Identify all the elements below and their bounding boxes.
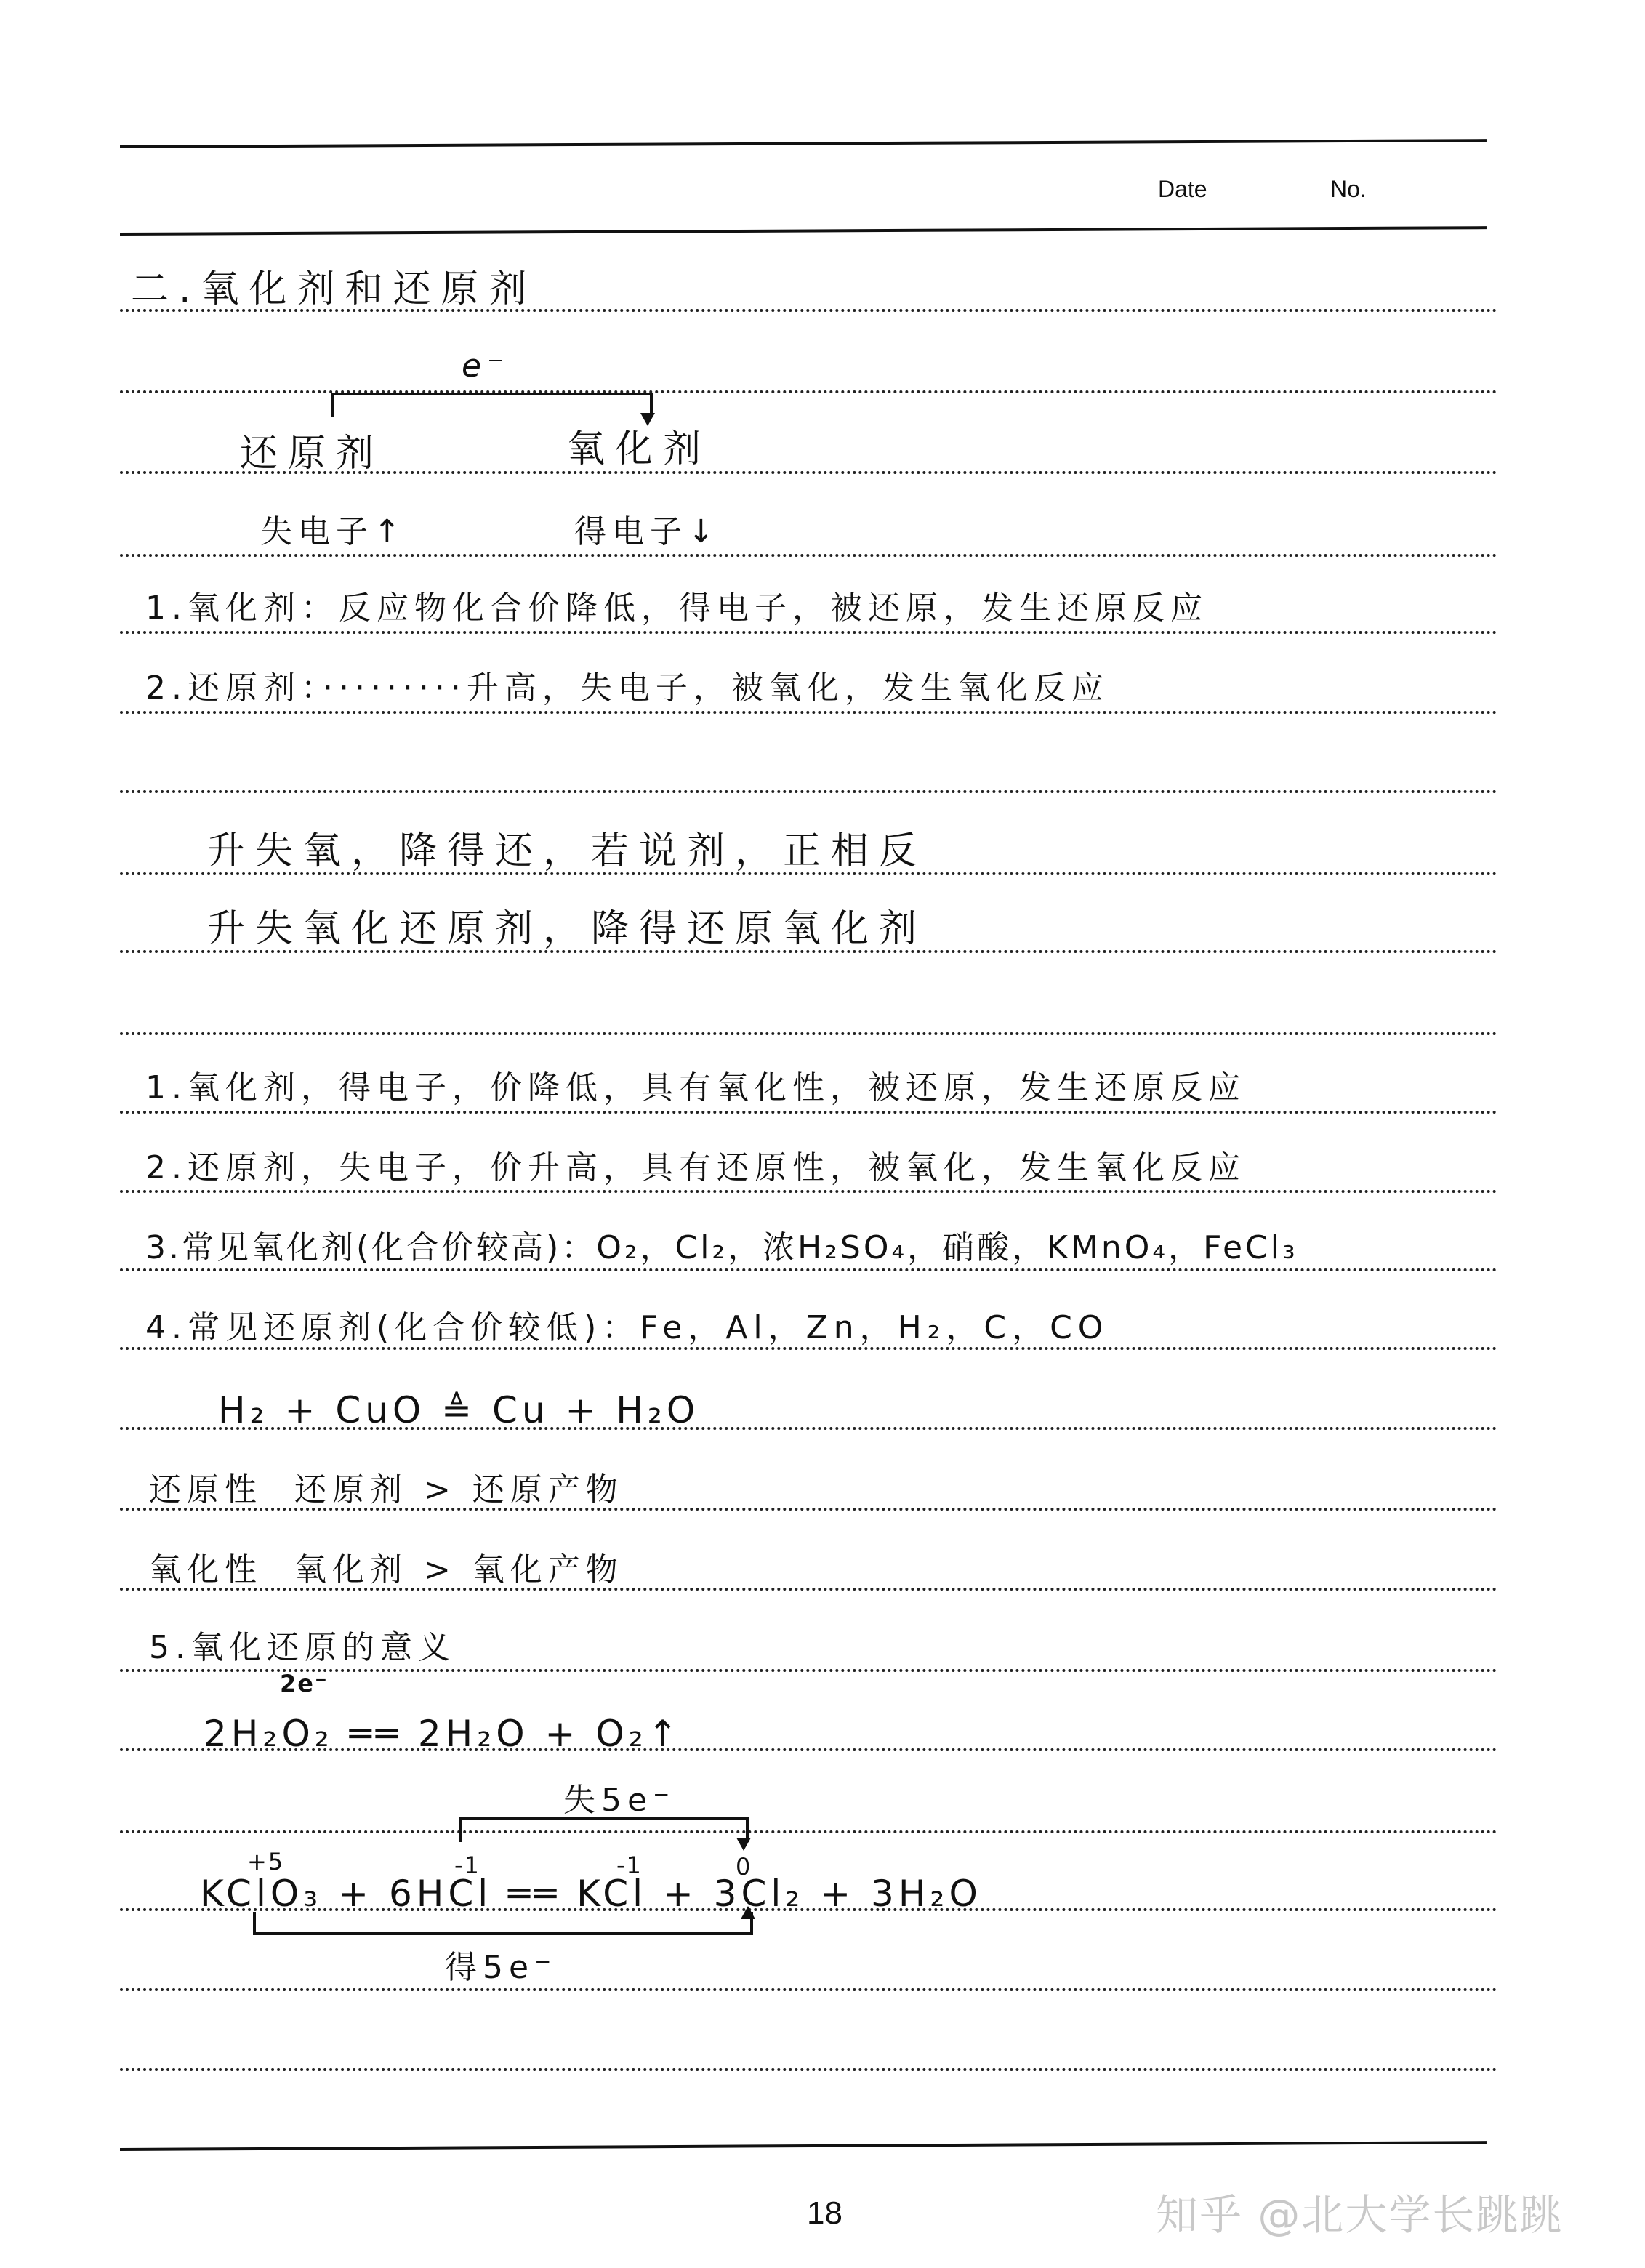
gain-electron-bracket (253, 1912, 753, 1935)
ruled-line (120, 1032, 1497, 1035)
ruled-line (120, 1830, 1497, 1833)
arrow-down-icon (736, 1838, 751, 1851)
comparison-reducibility: 还原性 还原剂 > 还原产物 (149, 1471, 624, 1508)
electron-transfer-2e-label: 2e⁻ (280, 1670, 329, 1697)
mnemonic-1: 升失氧，降得还，若说剂，正相反 (207, 829, 928, 873)
oxidation-state-hcl: -1 (454, 1851, 480, 1879)
ruled-line (120, 1111, 1497, 1114)
summary-item-4: 4.常见还原剂(化合价较低)：Fe，Al，Zn，H₂，C，CO (145, 1309, 1109, 1346)
oxidizing-agent-label: 氧化剂 (567, 427, 712, 471)
page-number: 18 (807, 2195, 842, 2231)
lose-electron-label: 失电子↑ (260, 513, 406, 550)
ruled-line (120, 711, 1497, 714)
summary-item-1: 1.氧化剂，得电子，价降低，具有氧化性，被还原，发生还原反应 (145, 1069, 1246, 1106)
ruled-line (120, 554, 1497, 557)
oxidation-state-cl2: 0 (736, 1853, 752, 1881)
header-bottom-rule (120, 226, 1487, 236)
equation-kclo3-hcl: KClO₃ + 6HCl ══ KCl + 3Cl₂ + 3H₂O (200, 1873, 982, 1915)
electron-transfer-bracket (331, 393, 653, 417)
summary-item-2: 2.还原剂，失电子，价升高，具有还原性，被氧化，发生氧化反应 (145, 1149, 1246, 1186)
definition-oxidizer: 1.氧化剂：反应物化合价降低，得电子，被还原，发生还原反应 (145, 590, 1208, 627)
date-label: Date (1158, 176, 1207, 202)
lose-5e-label: 失5e⁻ (563, 1782, 676, 1819)
definition-reducer: 2.还原剂：·········升高，失电子，被氧化，发生氧化反应 (145, 669, 1109, 707)
ruled-line (120, 1347, 1497, 1350)
ruled-line (120, 790, 1497, 793)
gain-5e-label: 得5e⁻ (445, 1949, 558, 1986)
lose-electron-bracket (459, 1817, 749, 1842)
ruled-line (120, 390, 1497, 393)
section-title: 二.氧化剂和还原剂 (131, 268, 537, 311)
summary-item-3: 3.常见氧化剂(化合价较高)：O₂，Cl₂，浓H₂SO₄，硝酸，KMnO₄，FeCl₃ (145, 1229, 1298, 1266)
equation-h2-cuo: H₂ + CuO ≜ Cu + H₂O (218, 1389, 700, 1431)
item-5-title: 5.氧化还原的意义 (149, 1629, 456, 1666)
ruled-line (120, 1988, 1497, 1991)
ruled-line (120, 631, 1497, 634)
comparison-oxidizability: 氧化性 氧化剂 > 氧化产物 (149, 1551, 624, 1588)
ruled-line (120, 1190, 1497, 1193)
mnemonic-2: 升失氧化还原剂，降得还原氧化剂 (207, 907, 928, 951)
watermark: 知乎 @北大学长跳跳 (1156, 2190, 1564, 2240)
top-rule (120, 139, 1487, 148)
bottom-rule (120, 2141, 1487, 2151)
oxidation-state-kcl: -1 (616, 1851, 643, 1879)
equation-h2o2: 2H₂O₂ ══ 2H₂O + O₂↑ (204, 1713, 683, 1755)
electron-label: e⁻ (462, 347, 510, 385)
reducing-agent-label: 还原剂 (240, 432, 385, 475)
ruled-line (120, 1268, 1497, 1271)
arrow-down-icon (640, 413, 655, 426)
no-label: No. (1330, 176, 1367, 202)
arrow-up-icon (741, 1906, 755, 1919)
ruled-line (120, 2068, 1497, 2071)
gain-electron-label: 得电子↓ (574, 513, 720, 550)
oxidation-state-kclo3: +5 (247, 1848, 285, 1875)
